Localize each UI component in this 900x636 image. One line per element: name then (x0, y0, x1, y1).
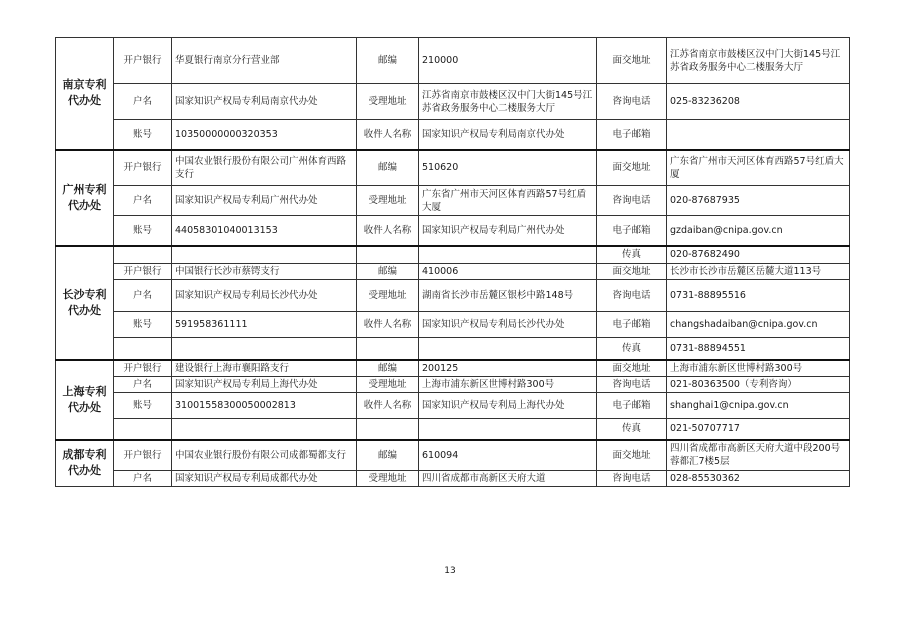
field-value: 国家知识产权局专利局长沙代办处 (172, 280, 357, 312)
table-row (56, 246, 850, 264)
field-value: 610094 (419, 440, 597, 470)
office-name: 广州专利代办处 (56, 150, 114, 246)
field-label: 受理地址 (357, 470, 419, 486)
field-label: 账号 (114, 312, 172, 338)
field-label: 受理地址 (357, 84, 419, 120)
field-label: 开户银行 (114, 38, 172, 84)
field-value: 上海市浦东新区世博村路300号 (667, 360, 850, 377)
field-label: 咨询电话 (597, 376, 667, 392)
field-value (419, 246, 597, 264)
field-label: 户名 (114, 470, 172, 486)
field-value: 410006 (419, 264, 597, 280)
field-value: 021-50707717 (667, 418, 850, 440)
field-value: 中国农业银行股份有限公司成都蜀都支行 (172, 440, 357, 470)
table-row (56, 216, 850, 246)
field-value (172, 246, 357, 264)
field-value: 江苏省南京市鼓楼区汉中门大街145号江苏省政务服务中心二楼服务大厅 (667, 38, 850, 84)
page-number: 13 (444, 566, 456, 576)
table-row (56, 38, 850, 84)
table-row (56, 312, 850, 338)
table-row (56, 360, 850, 377)
field-label: 传真 (597, 338, 667, 360)
field-label: 面交地址 (597, 150, 667, 186)
field-value: 国家知识产权局专利局上海代办处 (172, 376, 357, 392)
field-value: 国家知识产权局专利局长沙代办处 (419, 312, 597, 338)
field-label: 电子邮箱 (597, 216, 667, 246)
field-value: 020-87682490 (667, 246, 850, 264)
field-label: 账号 (114, 216, 172, 246)
field-value (667, 120, 850, 150)
field-label (357, 246, 419, 264)
table-row (56, 470, 850, 486)
field-label: 电子邮箱 (597, 312, 667, 338)
field-label: 户名 (114, 376, 172, 392)
field-value: 国家知识产权局专利局南京代办处 (419, 120, 597, 150)
field-label: 收件人名称 (357, 216, 419, 246)
field-value (172, 338, 357, 360)
field-label: 电子邮箱 (597, 120, 667, 150)
field-value: 国家知识产权局专利局广州代办处 (419, 216, 597, 246)
field-label (114, 246, 172, 264)
table-row (56, 186, 850, 216)
table-row (56, 120, 850, 150)
field-label: 面交地址 (597, 264, 667, 280)
field-label (357, 338, 419, 360)
field-label: 咨询电话 (597, 280, 667, 312)
field-label: 邮编 (357, 150, 419, 186)
table-row (56, 84, 850, 120)
field-value: 国家知识产权局专利局上海代办处 (419, 392, 597, 418)
field-label (114, 418, 172, 440)
field-value: 591958361111 (172, 312, 357, 338)
field-value (419, 338, 597, 360)
field-value: 020-87687935 (667, 186, 850, 216)
office-name: 上海专利代办处 (56, 360, 114, 441)
field-value: 510620 (419, 150, 597, 186)
field-value: 长沙市长沙市岳麓区岳麓大道113号 (667, 264, 850, 280)
field-label: 收件人名称 (357, 312, 419, 338)
patent-office-table (55, 37, 850, 487)
field-label: 邮编 (357, 264, 419, 280)
field-value (419, 418, 597, 440)
field-value: 广东省广州市天河区体育西路57号红盾大厦 (419, 186, 597, 216)
field-label: 账号 (114, 392, 172, 418)
field-label: 电子邮箱 (597, 392, 667, 418)
field-value: 44058301040013153 (172, 216, 357, 246)
field-label: 开户银行 (114, 264, 172, 280)
field-label: 邮编 (357, 360, 419, 377)
field-value: 0731-88894551 (667, 338, 850, 360)
field-value: 广东省广州市天河区体育西路57号红盾大厦 (667, 150, 850, 186)
field-label: 邮编 (357, 38, 419, 84)
table-row (56, 338, 850, 360)
field-label (114, 338, 172, 360)
field-value: 四川省成都市高新区天府大道 (419, 470, 597, 486)
field-label: 账号 (114, 120, 172, 150)
field-value (172, 418, 357, 440)
field-value: 湖南省长沙市岳麓区银杉中路148号 (419, 280, 597, 312)
field-label: 户名 (114, 186, 172, 216)
field-value: 中国银行长沙市蔡锷支行 (172, 264, 357, 280)
field-value: 华夏银行南京分行营业部 (172, 38, 357, 84)
office-name: 成都专利代办处 (56, 440, 114, 486)
table-row (56, 280, 850, 312)
field-label: 收件人名称 (357, 392, 419, 418)
field-value: 上海市浦东新区世博村路300号 (419, 376, 597, 392)
field-value: 31001558300050002813 (172, 392, 357, 418)
field-label: 开户银行 (114, 440, 172, 470)
field-label: 面交地址 (597, 38, 667, 84)
field-label: 咨询电话 (597, 84, 667, 120)
field-label: 传真 (597, 246, 667, 264)
field-label: 面交地址 (597, 440, 667, 470)
office-name: 南京专利代办处 (56, 38, 114, 150)
table-row (56, 418, 850, 440)
field-value: 210000 (419, 38, 597, 84)
field-value: 四川省成都市高新区天府大道中段200号蓉都汇7楼5层 (667, 440, 850, 470)
table-row (56, 376, 850, 392)
field-value: 200125 (419, 360, 597, 377)
field-label: 收件人名称 (357, 120, 419, 150)
field-value: changshadaiban@cnipa.gov.cn (667, 312, 850, 338)
table-row (56, 150, 850, 186)
field-label: 受理地址 (357, 280, 419, 312)
field-value: 国家知识产权局专利局成都代办处 (172, 470, 357, 486)
field-label: 面交地址 (597, 360, 667, 377)
field-value: gzdaiban@cnipa.gov.cn (667, 216, 850, 246)
field-label: 受理地址 (357, 376, 419, 392)
field-label: 户名 (114, 280, 172, 312)
field-value: 中国农业银行股份有限公司广州体育西路支行 (172, 150, 357, 186)
field-label (357, 418, 419, 440)
field-value: 021-80363500（专利咨询） (667, 376, 850, 392)
field-value: 建设银行上海市襄阳路支行 (172, 360, 357, 377)
field-label: 开户银行 (114, 360, 172, 377)
field-value: 江苏省南京市鼓楼区汉中门大街145号江苏省政务服务中心二楼服务大厅 (419, 84, 597, 120)
table-row (56, 440, 850, 470)
field-label: 咨询电话 (597, 470, 667, 486)
office-name: 长沙专利代办处 (56, 246, 114, 360)
field-label: 开户银行 (114, 150, 172, 186)
field-value: 国家知识产权局专利局广州代办处 (172, 186, 357, 216)
table-row (56, 264, 850, 280)
field-value: 0731-88895516 (667, 280, 850, 312)
field-value: 10350000000320353 (172, 120, 357, 150)
field-label: 邮编 (357, 440, 419, 470)
field-label: 户名 (114, 84, 172, 120)
table-row (56, 392, 850, 418)
field-label: 咨询电话 (597, 186, 667, 216)
field-value: shanghai1@cnipa.gov.cn (667, 392, 850, 418)
field-value: 国家知识产权局专利局南京代办处 (172, 84, 357, 120)
field-label: 受理地址 (357, 186, 419, 216)
field-value: 028-85530362 (667, 470, 850, 486)
field-label: 传真 (597, 418, 667, 440)
field-value: 025-83236208 (667, 84, 850, 120)
